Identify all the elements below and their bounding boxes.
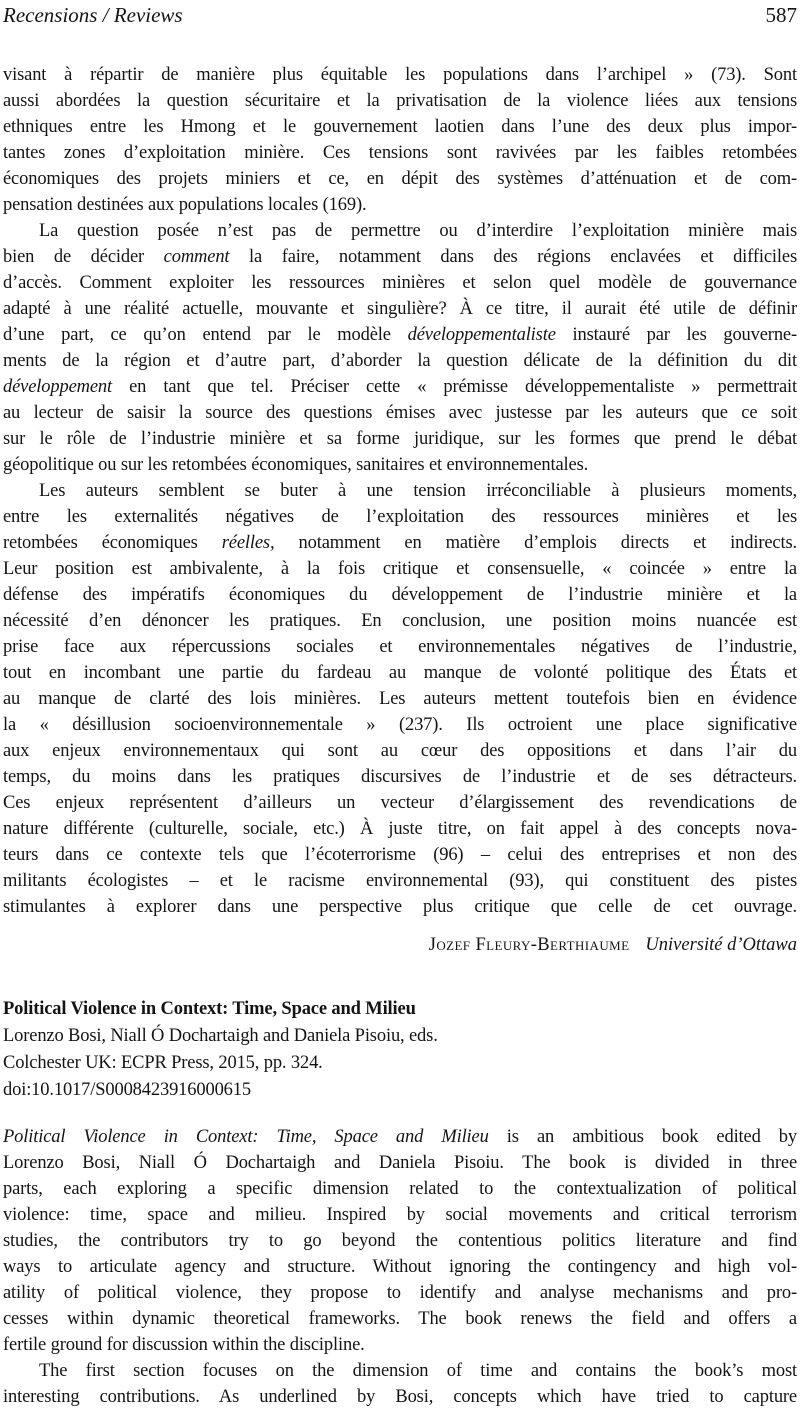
text-line: Leur position est ambivalente, à la fois critique et consensuelle, « coincée » entre la	[3, 559, 797, 579]
text-line: tantes zones d’exploitation minière. Ces tensions sont ravivées par les faibles retombées	[3, 143, 797, 163]
english-review-text	[3, 1124, 797, 1410]
page-number: 587	[765, 3, 797, 27]
book-editors: Lorenzo Bosi, Niall Ó Dochartaigh and Daniela Pisoiu, eds.	[3, 1026, 438, 1046]
text-line: défense des impératifs économiques du développement de l’industrie minière et la	[3, 585, 797, 605]
text-line: ways to articulate agency and structure. Without ignoring the contingency and high vol-	[3, 1257, 797, 1277]
text-line: géopolitique ou sur les retombées économiques, sanitaires et environnementales.	[3, 455, 589, 475]
text-line: Ces enjeux représentent d’ailleurs un vecteur d’élargissement des revendications de	[3, 793, 797, 813]
text-line: d’une part, ce qu’on entend par le modèle développementaliste instauré par les gouverne-	[3, 325, 797, 345]
text-line: studies, the contributors try to go beyond the contentious politics literature and find	[3, 1231, 797, 1251]
book-title: Political Violence in Context: Time, Space and Milieu	[3, 999, 416, 1019]
text-line: atility of political violence, they propose to identify and analyse mechanisms and pro-	[3, 1283, 797, 1303]
text-line: Les auteurs semblent se buter à une tension irréconciliable à plusieurs moments,	[39, 481, 797, 501]
text-line: aux enjeux environnementaux qui sont au cœur des oppositions et dans l’air du	[3, 741, 797, 761]
text-line: ments de la région et d’autre part, d’aborder la question délicate de la définition du dit	[3, 351, 797, 371]
text-line: économiques des projets miniers et ce, en dépit des systèmes d’atténuation et de com-	[3, 169, 797, 189]
text-line: cesses within dynamic theoretical frameworks. The book renews the field and offers a	[3, 1309, 797, 1329]
running-head: Recensions / Reviews	[3, 3, 183, 27]
book-imprint: Colchester UK: ECPR Press, 2015, pp. 324.	[3, 1053, 323, 1073]
text-line: prise face aux répercussions sociales et environnementales négatives de l’industrie,	[3, 637, 797, 657]
text-line: sur le rôle de l’industrie minière et sa forme juridique, sur les formes que prend le débat	[3, 429, 797, 449]
french-review-text	[3, 62, 797, 920]
text-line: violence: time, space and milieu. Inspired by social movements and critical terrorism	[3, 1205, 797, 1225]
text-line: d’accès. Comment exploiter les ressources minières et selon quel modèle de gouvernance	[3, 273, 797, 293]
text-line: nécessité d’en dénoncer les pratiques. En conclusion, une position moins nuancée est	[3, 611, 797, 631]
reviewer-name: Jozef Fleury-Berthiaume	[428, 935, 630, 955]
text-line: retombées économiques réelles, notamment en matière d’emplois directs et indirects.	[3, 533, 797, 553]
text-line: pensation destinées aux populations locales (169).	[3, 195, 367, 215]
text-line: stimulantes à explorer dans une perspective plus critique que celle de cet ouvrage.	[3, 897, 797, 917]
text-line: entre les externalités négatives de l’exploitation des ressources minières et les	[3, 507, 797, 527]
text-line: développement en tant que tel. Préciser cette « prémisse développementaliste » permettrait	[3, 377, 797, 397]
text-line: Political Violence in Context: Time, Space and Milieu is an ambitious book edited by	[3, 1127, 797, 1147]
book-doi: doi:10.1017/S0008423916000615	[3, 1080, 251, 1100]
text-line: ethniques entre les Hmong et le gouvernement laotien dans l’une des deux plus impor-	[3, 117, 797, 137]
text-line: la « désillusion socioenvironnementale » (237). Ils octroient une place significative	[3, 715, 797, 735]
text-line: parts, each exploring a specific dimension related to the contextualization of political	[3, 1179, 797, 1199]
text-line: nature différente (culturelle, sociale, etc.) À juste titre, on fait appel à des concepts nova-	[3, 819, 797, 839]
text-line: fertile ground for discussion within the discipline.	[3, 1335, 365, 1355]
text-line: tout en incombant une partie du fardeau au manque de volonté politique des États et	[3, 663, 797, 683]
text-line: teurs dans ce contexte tels que l’écoterrorisme (96) – celui des entreprises et non des	[3, 845, 797, 865]
text-line: interesting contributions. As underlined by Bosi, concepts which have tried to capture	[3, 1387, 797, 1407]
text-line: temps, du moins dans les pratiques discursives de l’industrie et de ses détracteurs.	[3, 767, 797, 787]
reviewer-signature	[3, 932, 797, 958]
text-line: au manque de clarté des lois minières. Les auteurs mettent toutefois bien en évidence	[3, 689, 797, 709]
page-header	[3, 2, 797, 28]
text-line: Lorenzo Bosi, Niall Ó Dochartaigh and Daniela Pisoiu. The book is divided in three	[3, 1153, 797, 1173]
text-line: militants écologistes – et le racisme environnemental (93), qui constituent des pistes	[3, 871, 797, 891]
text-line: adapté à une réalité actuelle, mouvante et singulière? À ce titre, il aurait été utile de définir	[3, 299, 797, 319]
text-line: La question posée n’est pas de permettre ou d’interdire l’exploitation minière mais	[39, 221, 797, 241]
text-line: visant à répartir de manière plus équitable les populations dans l’archipel » (73). Sont	[3, 65, 797, 85]
text-line: bien de décider comment la faire, notamment dans des régions enclavées et difficiles	[3, 247, 797, 267]
text-line: The first section focuses on the dimension of time and contains the book’s most	[39, 1361, 797, 1381]
text-line: aussi abordées la question sécuritaire et la privatisation de la violence liées aux tensions	[3, 91, 797, 111]
book-heading	[3, 996, 797, 1104]
text-line: au lecteur de saisir la source des questions émises avec justesse par les auteurs que ce soit	[3, 403, 797, 423]
reviewer-affiliation: Université d’Ottawa	[645, 935, 797, 955]
